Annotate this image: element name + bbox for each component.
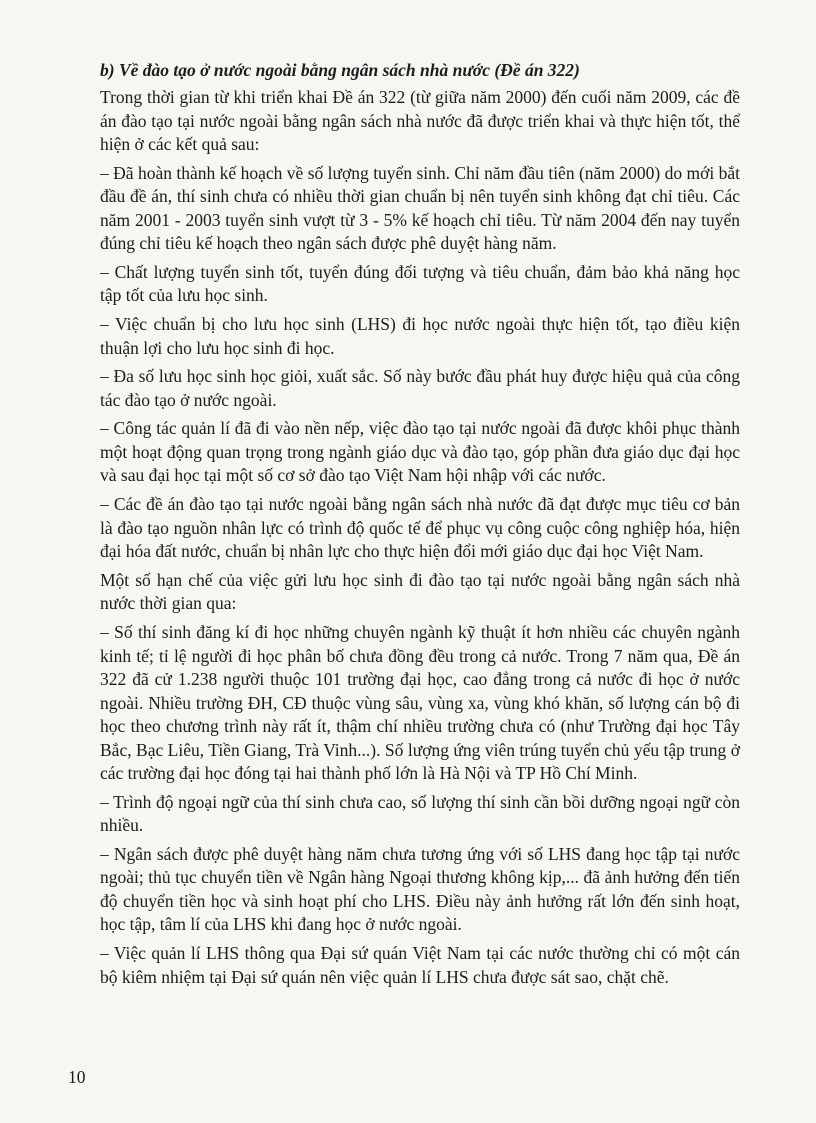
page-number: 10 <box>68 1067 86 1087</box>
section-heading: b) Về đào tạo ở nước ngoài bằng ngân sách nhà nước (Đề án 322) <box>100 60 580 80</box>
paragraph-student-excellence: – Đa số lưu học sinh học giỏi, xuất sắc. Số này bước đầu phát huy được hiệu quả của công tác đào tạo ở nước ngoài. <box>100 366 740 410</box>
paragraph-enrollment-plan: – Đã hoàn thành kế hoạch về số lượng tuyển sinh. Chỉ năm đầu tiên (năm 2000) do mới bắt đầu đề án, thí sinh chưa có nhiều thời gian chuẩn bị nên tuyển sinh không đạt chỉ tiêu. Các năm 2001 - 2003 tuyển sinh vượt từ 3 - 5% kế hoạch chỉ tiêu. Từ năm 2004 đến nay tuyển đúng chỉ tiêu kế hoạch theo ngân sách được phê duyệt hàng năm. <box>100 162 740 254</box>
page-body <box>100 58 740 994</box>
paragraph-student-preparation: – Việc chuẩn bị cho lưu học sinh (LHS) đi học nước ngoài thực hiện tốt, tạo điều kiện thuận lợi cho lưu học sinh đi học. <box>100 314 740 358</box>
paragraph-objectives: – Các đề án đào tạo tại nước ngoài bằng ngân sách nhà nước đã đạt được mục tiêu cơ bản là đào tạo nguồn nhân lực có trình độ quốc tế để phục vụ công cuộc công nghiệp hóa, hiện đại hóa đất nước, chuẩn bị nhân lực cho thực hiện đổi mới giáo dục đại học Việt Nam. <box>100 494 740 562</box>
paragraph-management: – Công tác quản lí đã đi vào nền nếp, việc đào tạo tại nước ngoài đã được khôi phục thành một hoạt động quan trọng trong ngành giáo dục và đào tạo, góp phần đưa giáo dục đại học và sau đại học tại một số cơ sở đào tạo Việt Nam hội nhập với các nước. <box>100 418 740 486</box>
paragraph-enrollment-quality: – Chất lượng tuyển sinh tốt, tuyển đúng đối tượng và tiêu chuẩn, đảm bảo khả năng học tập tốt của lưu học sinh. <box>100 261 740 306</box>
paragraph-limitation-embassy: – Việc quản lí LHS thông qua Đại sứ quán Việt Nam tại các nước thường chỉ có một cán bộ kiêm nhiệm tại Đại sứ quán nên việc quản lí LHS chưa được sát sao, chặt chẽ. <box>100 943 740 987</box>
paragraph-limitation-budget: – Ngân sách được phê duyệt hàng năm chưa tương ứng với số LHS đang học tập tại nước ngoài; thủ tục chuyển tiền về Ngân hàng Ngoại thương không kịp,... đã ảnh hưởng đến tiến độ chuyển tiền học và sinh hoạt phí cho LHS. Điều này ảnh hưởng rất lớn đến sinh hoạt, học tập, tâm lí của LHS khi đang học ở nước ngoài. <box>100 843 740 935</box>
paragraph-limitation-distribution: – Số thí sinh đăng kí đi học những chuyên ngành kỹ thuật ít hơn nhiều các chuyên ngành kinh tế; tỉ lệ người đi học phân bố chưa đồng đều trong cả nước. Trong 7 năm qua, Đề án 322 đã cử 1.238 người thuộc 101 trường đại học, cao đẳng trong cả nước đi học ở nước ngoài. Nhiều trường ĐH, CĐ thuộc vùng sâu, vùng xa, vùng khó khăn, số lượng cán bộ đi học theo chương trình này rất ít, thậm chí nhiều trường chưa có (như Trường đại học Tây Bắc, Bạc Liêu, Tiền Giang, Trà Vinh...). Số lượng ứng viên trúng tuyển chủ yếu tập trung ở các trường đại học đóng tại hai thành phố lớn là Hà Nội và TP Hồ Chí Minh. <box>100 622 740 783</box>
paragraph-limitation-language: – Trình độ ngoại ngữ của thí sinh chưa cao, số lượng thí sinh cần bồi dưỡng ngoại ngữ còn nhiều. <box>100 791 740 836</box>
paragraph-limitations-intro: Một số hạn chế của việc gửi lưu học sinh đi đào tạo tại nước ngoài bằng ngân sách nhà nước thời gian qua: <box>100 569 740 614</box>
paragraph-intro: Trong thời gian từ khi triển khai Đề án 322 (từ giữa năm 2000) đến cuối năm 2009, các đề án đào tạo tại nước ngoài bằng ngân sách nhà nước đã được triển khai và thực hiện tốt, thể hiện ở các kết quả sau: <box>100 87 740 154</box>
